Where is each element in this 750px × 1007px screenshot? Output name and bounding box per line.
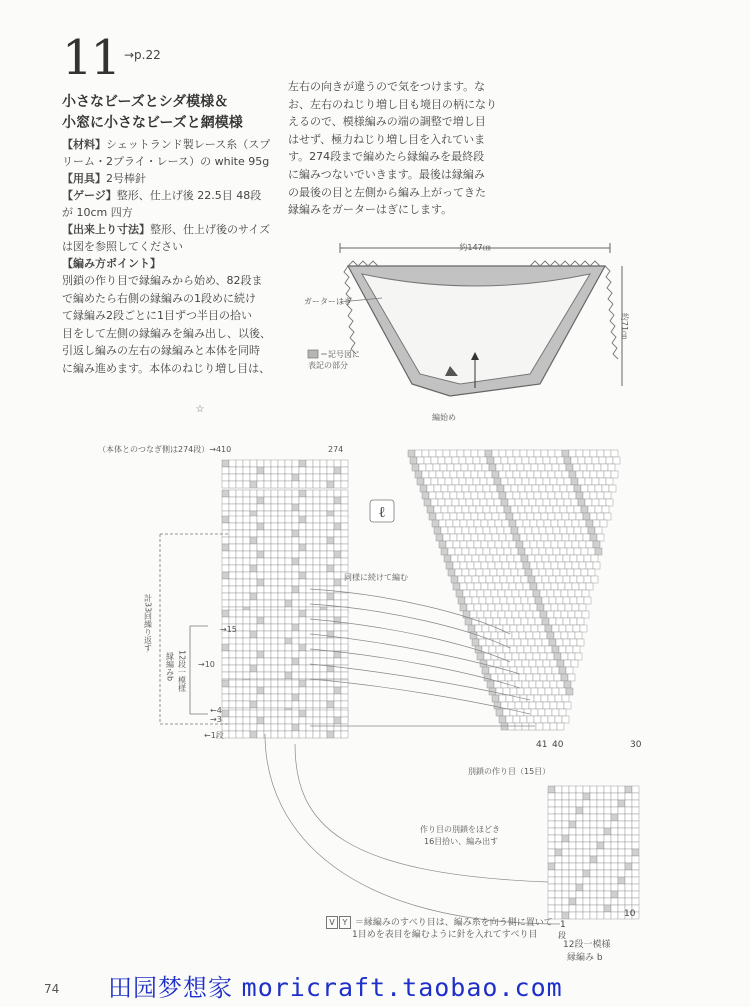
shawl-schematic <box>300 236 630 426</box>
edge-row-1: 1 <box>560 920 566 930</box>
text-line: す。274段まで編めたら縁編みを最終段 <box>288 150 485 164</box>
row-repeat-sub: 縁編みb <box>165 652 175 682</box>
body-chart-row <box>494 702 571 709</box>
continue-label: 同様に続けて編む <box>344 573 408 582</box>
watermark-url: moricraft.taobao.com <box>241 973 563 1002</box>
watermark-cn: 田园梦想家 <box>108 974 233 1002</box>
body-chart-row <box>439 541 600 548</box>
legend-text-2: 表記の部分 <box>308 361 348 370</box>
tools-spec <box>62 170 146 187</box>
star-icon: ☆ <box>195 404 205 415</box>
text-line: 引返し編みの左右の縁編みと本体を同時 <box>62 344 260 358</box>
connector-line <box>295 744 551 882</box>
start-label: 編始め <box>432 413 456 422</box>
row-3-arrow: →3 <box>210 715 222 724</box>
size-spec <box>62 221 270 238</box>
body-chart-row <box>427 506 609 513</box>
materials-text: シェットランド製レース糸（スプ <box>106 138 271 151</box>
body-chart-row <box>463 611 589 618</box>
provisional-cast-on-label: 別鎖の作り目（15目） <box>468 767 551 776</box>
body-chart-row <box>451 576 598 583</box>
row-15-arrow: →15 <box>220 625 237 634</box>
body-chart-row <box>429 513 611 520</box>
col-41-label: 41 <box>536 740 548 750</box>
edge-pattern-label: 縁編み b <box>567 953 603 963</box>
body-chart-row <box>448 569 595 576</box>
text-line: 別鎖の作り目で縁編みから始め、82段ま <box>62 274 263 287</box>
total-repeat-label: 計33回繰り返す <box>143 594 153 653</box>
body-chart-row <box>492 695 569 702</box>
body-chart-row <box>458 597 591 604</box>
body-chart-row <box>410 457 620 464</box>
body-chart-row <box>499 716 569 723</box>
materials-spec-cont: リーム・2プライ・レース）の white 95g <box>62 155 270 168</box>
legend-text-line-1: ＝縁編みのすべり目は、編み糸を向う側に置いて <box>354 918 553 928</box>
body-chart-row <box>465 618 584 625</box>
watermark <box>108 968 563 1003</box>
text-line: 左右の向きが違うので気をつけます。な <box>288 80 486 93</box>
size-text: 整形、仕上げ後のサイズ <box>150 223 271 236</box>
text-line: て縁編み2段ごとに1目ずつ半目の拾い <box>62 309 252 323</box>
materials-spec <box>62 136 270 153</box>
pickup-label-1: 作り目の別鎖をほどき <box>420 825 500 834</box>
col-30-label: 30 <box>630 740 642 750</box>
edging-band <box>222 572 348 614</box>
width-label: 約147㎝ <box>459 243 491 252</box>
gauge-label: 【ゲージ】 <box>62 189 117 202</box>
body-chart-row <box>468 625 587 632</box>
body-chart-row <box>475 646 580 653</box>
text-line: 縁編みをガーターはぎにします。 <box>288 203 453 217</box>
connector-line <box>265 734 560 924</box>
pattern-number: 11 <box>62 30 120 86</box>
body-chart-row <box>482 667 573 674</box>
edge-row-unit: 段 <box>558 931 566 940</box>
row-1-arrow: ←1段 <box>204 731 224 740</box>
gauge-text: 整形、仕上げ後 22.5目 48段 <box>116 189 262 202</box>
section-symbol: ℓ <box>378 503 386 521</box>
body-chart-row <box>417 478 613 485</box>
body-chart-row <box>456 590 589 597</box>
edge-repeat-label: 12段一模様 <box>563 940 611 950</box>
materials-label: 【材料】 <box>62 138 106 151</box>
row-10-arrow: →10 <box>198 660 215 669</box>
body-chart-row <box>441 548 602 555</box>
garter-label: ガーターはぎ <box>304 297 352 306</box>
scalloped-edge <box>348 261 600 266</box>
row-274-label: 274 <box>328 445 344 454</box>
col-40-label: 40 <box>552 740 564 750</box>
row-repeat-bracket <box>190 626 208 714</box>
gauge-spec <box>62 187 261 204</box>
size-spec-cont: は図を参照してください <box>62 240 183 253</box>
slip-stitch-legend <box>326 916 553 941</box>
text-line: に編みつないでいきます。最後は縁編み <box>288 167 485 181</box>
text-line: の最後の目と左側から編み上がってきた <box>288 185 486 199</box>
text-line: で編めたら右側の縁編みの1段めに続け <box>62 291 256 305</box>
shawl-body <box>362 274 590 384</box>
text-line: えるので、模様編みの端の調整で増し目 <box>288 115 486 129</box>
body-chart-row <box>484 674 575 681</box>
legend-swatch <box>308 350 318 358</box>
title-line-1: 小さなビーズとシダ模様＆ <box>62 94 229 110</box>
row-repeat-label: 12段一模様 <box>177 650 187 693</box>
body-chart-row <box>477 653 582 660</box>
edging-band <box>222 460 348 488</box>
body-chart-row <box>453 583 593 590</box>
gauge-spec-cont: が 10cm 四方 <box>62 206 133 219</box>
row-4-arrow: ←4 <box>210 706 222 715</box>
body-chart-row <box>436 534 604 541</box>
tools-label: 【用具】 <box>62 172 106 185</box>
title-line-2: 小窓に小さなビーズと網模様 <box>62 115 243 131</box>
edging-band <box>222 490 348 518</box>
body-chart-row <box>434 527 602 534</box>
text-line: に編み進めます。本体のねじり増し目は、 <box>62 361 271 375</box>
slip-stitch-icon: V <box>326 916 338 929</box>
pickup-label-2: 16目拾い、編み出す <box>424 837 499 846</box>
legend-text-1: ＝記号図に <box>320 350 360 359</box>
body-chart-row <box>408 450 618 457</box>
body-chart-row <box>480 660 578 667</box>
body-chart-row <box>501 723 564 730</box>
body-chart-row <box>424 499 613 506</box>
text-line: お、左右のねじり増し目も境目の柄になり <box>288 97 497 111</box>
slip-stitch-alt-icon: Y <box>339 916 351 929</box>
text-line: 目をして左側の縁編みを編み出し、以後、 <box>62 326 271 340</box>
body-chart-row <box>415 471 618 478</box>
edge-row-10: 10 <box>624 909 636 919</box>
chart-grid <box>222 450 639 919</box>
size-label: 【出来上り寸法】 <box>62 223 150 236</box>
body-chart-row <box>412 464 615 471</box>
legend-text-line-2: 1目めを表目を編むように針を入れてすべり目 <box>352 930 538 940</box>
chart-top-note: （本体とのつなぎ側は274段）→410 <box>98 445 232 454</box>
edging-band <box>222 644 348 686</box>
body-chart-row <box>446 562 600 569</box>
body-chart-row <box>460 604 586 611</box>
body-chart-row <box>422 492 611 499</box>
edging-band <box>222 544 348 572</box>
text-line: はせず、極力ねじり増し目を入れていま <box>288 132 486 146</box>
body-chart-row <box>470 632 582 639</box>
body-chart-row <box>496 709 566 716</box>
edging-band <box>222 710 348 738</box>
points-label: 【編み方ポイント】 <box>62 257 161 270</box>
body-chart-row <box>472 639 584 646</box>
body-chart-row <box>444 555 598 562</box>
instructions-left <box>62 272 272 378</box>
instructions-right <box>288 78 500 219</box>
tools-text: 2号棒針 <box>106 172 146 185</box>
body-chart-row <box>432 520 607 527</box>
pattern-title <box>62 92 243 134</box>
edge-chart <box>548 786 639 919</box>
body-chart-row <box>420 485 616 492</box>
page-number: 74 <box>44 982 60 996</box>
edging-band <box>222 516 348 544</box>
page-reference: →p.22 <box>124 48 161 62</box>
height-label: 約71㎝ <box>620 312 629 340</box>
